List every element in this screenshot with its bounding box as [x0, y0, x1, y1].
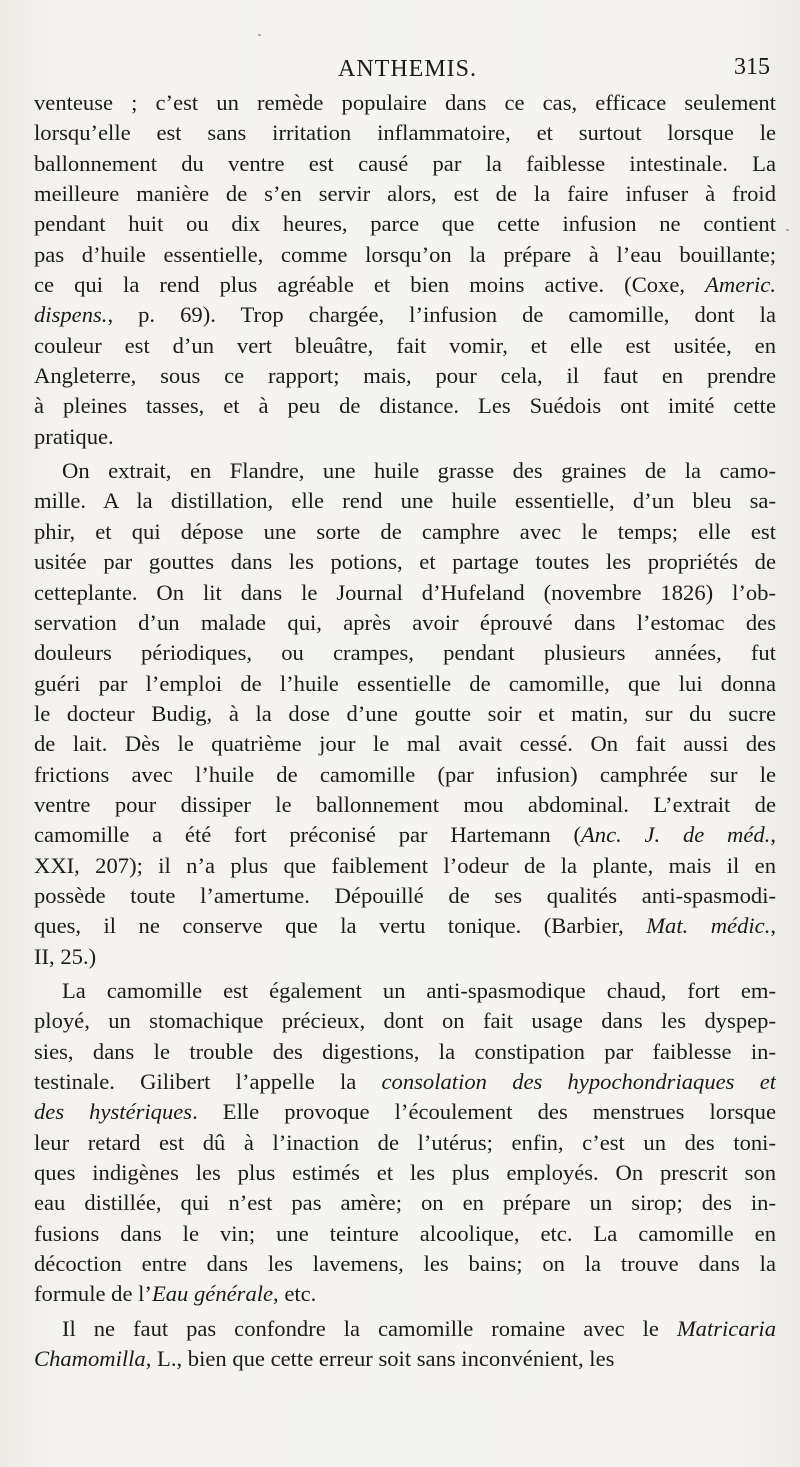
- italic-text: Eau générale: [151, 1281, 274, 1307]
- text-run: couleur est d’un vert bleuâtre, fait vomir, et elle est usitée, en: [34, 332, 776, 358]
- text-line: [34, 851, 776, 881]
- text-line: [34, 149, 776, 179]
- text-run: , L., bien que cette erreur soit sans inconvénient, les: [145, 1346, 615, 1372]
- text-line: [34, 1097, 776, 1127]
- text-run: leur retard est dû à l’inaction de l’utérus; enfin, c’est un des toni-: [34, 1129, 776, 1155]
- text-run: . Elle provoque l’écoulement des menstrues lorsque: [192, 1099, 776, 1125]
- text-run: sies, dans le trouble des digestions, la constipation par faiblesse in-: [34, 1038, 776, 1064]
- text-run: camomille a été fort préconisé par Hartemann (: [34, 822, 581, 848]
- text-line: [34, 270, 776, 300]
- text-line: [34, 820, 776, 850]
- text-run: ,: [770, 913, 776, 939]
- text-run: cetteplante. On lit dans le Journal d’Hufeland (novembre 1826) l’ob-: [34, 579, 776, 605]
- page-header: [0, 54, 800, 90]
- text-run: ques, il ne conserve que la vertu tonique. (Barbier,: [34, 913, 647, 939]
- text-run: ployé, un stomachique précieux, dont on fait usage dans les dyspep-: [34, 1008, 776, 1034]
- text-line: [34, 1067, 776, 1097]
- text-line: [34, 881, 776, 911]
- text-run: fusions dans le vin; une teinture alcoolique, etc. La camomille en: [34, 1220, 776, 1246]
- text-run: décoction entre dans les lavemens, les bains; on la trouve dans la: [34, 1251, 776, 1277]
- text-line: [34, 179, 776, 209]
- text-line: [34, 1128, 776, 1158]
- text-line: [34, 699, 776, 729]
- italic-text: des hystériques: [34, 1099, 193, 1125]
- print-speck: [786, 229, 789, 231]
- text-run: possède toute l’amertume. Dépouillé de ses qualités anti-spasmodi-: [34, 882, 776, 908]
- italic-text: dispens.: [34, 302, 108, 328]
- text-run: à pleines tasses, et à peu de distance. Les Suédois ont imité cette: [34, 393, 776, 419]
- text-line: [34, 1158, 776, 1188]
- text-run: servation d’un malade qui, après avoir éprouvé dans l’estomac des: [34, 609, 776, 635]
- text-run: ballonnement du ventre est causé par la faiblesse intestinale. La: [34, 150, 776, 176]
- text-run: testinale. Gilibert l’appelle la: [34, 1069, 382, 1094]
- text-line: [34, 88, 776, 118]
- text-line: [34, 456, 776, 486]
- text-line: [34, 638, 776, 668]
- print-speck: [258, 34, 261, 36]
- text-run: venteuse ; c’est un remède populaire dans ce cas, efficace seulement: [34, 90, 776, 115]
- text-line: [34, 422, 776, 452]
- text-run: formule de l’: [34, 1281, 152, 1307]
- text-run: pendant huit ou dix heures, parce que cette infusion ne contient: [34, 211, 776, 237]
- italic-text: Matricaria: [676, 1315, 776, 1341]
- text-run: Il ne faut pas confondre la camomille romaine avec le: [62, 1315, 677, 1341]
- text-line: [34, 1314, 776, 1344]
- italic-text: Chamomilla: [34, 1346, 146, 1372]
- text-run: , p. 69). Trop chargée, l’infusion de camomille, dont la: [107, 302, 776, 328]
- text-line: [34, 669, 776, 699]
- running-title: ANTHEMIS.: [338, 56, 477, 82]
- text-run: II, 25.): [34, 943, 97, 969]
- text-run: guéri par l’emploi de l’huile essentielle de camomille, que lui donna: [34, 670, 776, 696]
- italic-text: Mat. médic.: [646, 913, 771, 939]
- text-run: ,: [770, 822, 776, 848]
- page-number: 315: [734, 54, 770, 80]
- text-line: [34, 300, 776, 330]
- italic-text: consolation des hypochondriaques et: [381, 1069, 776, 1094]
- text-line: [34, 911, 776, 941]
- text-line: [34, 729, 776, 759]
- text-run: phir, et qui dépose une sorte de camphre avec le temps; elle est: [34, 518, 776, 544]
- text-run: , etc.: [273, 1281, 317, 1307]
- paragraph: [34, 88, 776, 452]
- text-run: pratique.: [34, 423, 114, 449]
- text-run: ce qui la rend plus agréable et bien moins active. (Coxe,: [34, 272, 706, 298]
- text-run: frictions avec l’huile de camomille (par infusion) camphrée sur le: [34, 761, 776, 787]
- text-line: [34, 760, 776, 790]
- italic-text: Anc. J. de méd.: [580, 822, 771, 848]
- text-line: [34, 1344, 776, 1374]
- text-line: [34, 1249, 776, 1279]
- italic-text: Americ.: [705, 272, 776, 298]
- text-run: pas d’huile essentielle, comme lorsqu’on la prépare à l’eau bouillante;: [34, 241, 776, 267]
- text-run: ventre pour dissiper le ballonnement mou abdominal. L’extrait de: [34, 791, 776, 817]
- text-line: [34, 361, 776, 391]
- text-run: usitée par gouttes dans les potions, et partage toutes les propriétés de: [34, 549, 776, 575]
- text-run: de lait. Dès le quatrième jour le mal avait cessé. On fait aussi des: [34, 731, 776, 757]
- text-line: [34, 517, 776, 547]
- text-line: [34, 331, 776, 361]
- text-run: XXI, 207); il n’a plus que faiblement l’odeur de la plante, mais il en: [34, 852, 776, 878]
- text-line: [34, 486, 776, 516]
- text-run: mille. A la distillation, elle rend une huile essentielle, d’un bleu sa-: [34, 488, 776, 514]
- text-run: lorsqu’elle est sans irritation inflammatoire, et surtout lorsque le: [34, 120, 776, 146]
- text-line: [34, 942, 776, 972]
- text-line: [34, 976, 776, 1006]
- text-line: [34, 1219, 776, 1249]
- text-line: [34, 118, 776, 148]
- text-line: [34, 209, 776, 239]
- text-line: [34, 1037, 776, 1067]
- text-run: meilleure manière de s’en servir alors, est de la faire infuser à froid: [34, 181, 776, 207]
- text-run: On extrait, en Flandre, une huile grasse des graines de la camo-: [62, 458, 776, 484]
- paragraph: [34, 456, 776, 972]
- text-line: [34, 1279, 776, 1309]
- text-run: le docteur Budig, à la dose d’une goutte soir et matin, sur du sucre: [34, 700, 776, 726]
- paragraph: [34, 976, 776, 1310]
- paragraph: [34, 1314, 776, 1375]
- text-line: [34, 391, 776, 421]
- text-line: [34, 790, 776, 820]
- text-run: Angleterre, sous ce rapport; mais, pour cela, il faut en prendre: [34, 363, 776, 389]
- text-run: ques indigènes les plus estimés et les plus employés. On prescrit son: [34, 1160, 776, 1186]
- text-line: [34, 608, 776, 638]
- text-line: [34, 1006, 776, 1036]
- text-line: [34, 1188, 776, 1218]
- text-line: [34, 547, 776, 577]
- body-text: [34, 88, 776, 1374]
- text-run: La camomille est également un anti-spasmodique chaud, fort em-: [62, 977, 776, 1003]
- text-run: douleurs périodiques, ou crampes, pendant plusieurs années, fut: [34, 640, 776, 666]
- text-run: eau distillée, qui n’est pas amère; on en prépare un sirop; des in-: [34, 1190, 776, 1216]
- text-line: [34, 240, 776, 270]
- text-line: [34, 578, 776, 608]
